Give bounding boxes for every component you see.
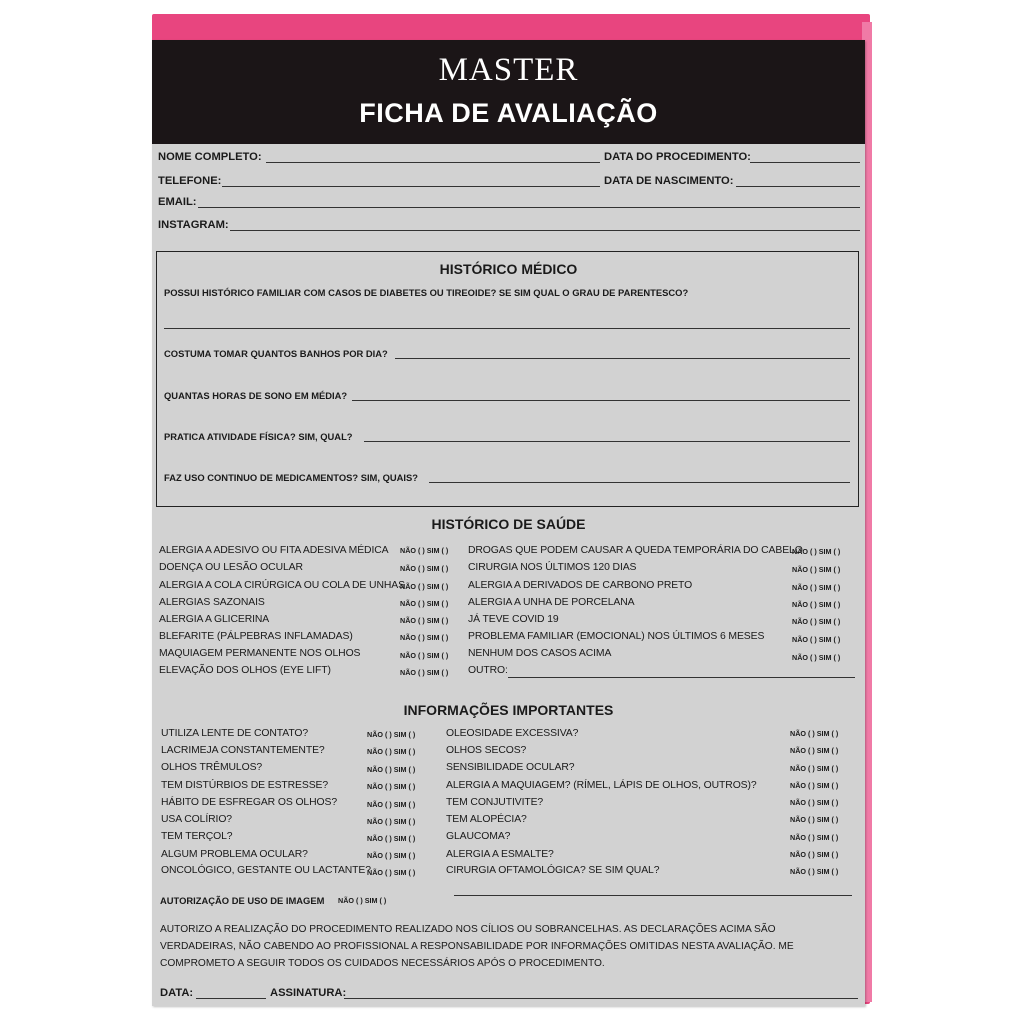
saude-options[interactable]: NÃO ( ) SIM ( )	[792, 635, 841, 644]
email-field[interactable]	[198, 207, 860, 208]
saude-item: BLEFARITE (PÁLPEBRAS INFLAMADAS)	[159, 631, 353, 642]
saude-options[interactable]: NÃO ( ) SIM ( )	[400, 651, 449, 660]
info-options[interactable]: NÃO ( ) SIM ( )	[367, 747, 416, 756]
saude-options[interactable]: NÃO ( ) SIM ( )	[400, 582, 449, 591]
saude-options[interactable]: NÃO ( ) SIM ( )	[792, 653, 841, 662]
historico-medico-title: HISTÓRICO MÉDICO	[439, 261, 578, 277]
info-item: TEM CONJUTIVITE?	[446, 797, 544, 808]
form-header	[152, 40, 865, 144]
instagram-field[interactable]	[230, 230, 860, 231]
email-label: EMAIL:	[158, 196, 197, 208]
saude-item: DROGAS QUE PODEM CAUSAR A QUEDA TEMPORÁRIA DO CABELO	[468, 545, 803, 556]
telefone-field[interactable]	[222, 186, 600, 187]
info-options[interactable]: NÃO ( ) SIM ( )	[790, 746, 839, 755]
nome-label: NOME COMPLETO:	[158, 151, 262, 163]
info-item: TEM ALOPÉCIA?	[446, 814, 527, 825]
question-sono: QUANTAS HORAS DE SONO EM MÉDIA?	[164, 390, 348, 401]
saude-item: NENHUM DOS CASOS ACIMA	[468, 648, 612, 659]
data-label: DATA:	[160, 987, 194, 999]
data-procedimento-field[interactable]	[750, 162, 860, 163]
form-sheet	[152, 40, 865, 1006]
cirurgia-field[interactable]	[454, 895, 852, 896]
saude-item: ALERGIA A GLICERINA	[159, 614, 270, 625]
saude-item: ALERGIA A COLA CIRÚRGICA OU COLA DE UNHAS	[159, 580, 405, 591]
info-item: GLAUCOMA?	[446, 831, 511, 842]
answer-medicamentos[interactable]	[429, 482, 850, 483]
form-title: FICHA DE AVALIAÇÃO	[359, 98, 658, 128]
info-options[interactable]: NÃO ( ) SIM ( )	[790, 850, 839, 859]
info-item: OLHOS SECOS?	[446, 745, 527, 756]
info-options[interactable]: NÃO ( ) SIM ( )	[790, 729, 839, 738]
info-options[interactable]: NÃO ( ) SIM ( )	[367, 817, 416, 826]
info-item: ALERGIA A MAQUIAGEM? (RÍMEL, LÁPIS DE OLHOS, OUTROS)?	[446, 780, 757, 791]
info-item: CIRURGIA OFTAMOLÓGICA? SE SIM QUAL?	[446, 865, 660, 876]
data-nascimento-field[interactable]	[736, 186, 860, 187]
answer-sono[interactable]	[352, 400, 850, 401]
nome-field[interactable]	[266, 162, 600, 163]
info-options[interactable]: NÃO ( ) SIM ( )	[367, 800, 416, 809]
saude-item: MAQUIAGEM PERMANENTE NOS OLHOS	[159, 648, 361, 659]
question-diabetes: POSSUI HISTÓRICO FAMILIAR COM CASOS DE DIABETES OU TIREOIDE? SE SIM QUAL O GRAU DE PARENTESCO?	[164, 287, 689, 298]
saude-item: PROBLEMA FAMILIAR (EMOCIONAL) NOS ÚLTIMOS 6 MESES	[468, 631, 765, 642]
saude-item: DOENÇA OU LESÃO OCULAR	[159, 562, 303, 573]
saude-options[interactable]: NÃO ( ) SIM ( )	[400, 633, 449, 642]
info-options[interactable]: NÃO ( ) SIM ( )	[367, 851, 416, 860]
informacoes-title: INFORMAÇÕES IMPORTANTES	[403, 702, 614, 718]
info-options[interactable]: NÃO ( ) SIM ( )	[367, 730, 416, 739]
assinatura-label: ASSINATURA:	[270, 987, 347, 999]
saude-item: CIRURGIA NOS ÚLTIMOS 120 DIAS	[468, 562, 637, 573]
question-atividade: PRATICA ATIVIDADE FÍSICA? SIM, QUAL?	[164, 431, 353, 442]
info-item: ONCOLÓGICO, GESTANTE OU LACTANTE?	[161, 865, 371, 876]
instagram-label: INSTAGRAM:	[158, 219, 229, 231]
saude-options[interactable]: NÃO ( ) SIM ( )	[792, 583, 841, 592]
autorizacao-label: AUTORIZAÇÃO DE USO DE IMAGEM	[160, 895, 325, 906]
info-options[interactable]: NÃO ( ) SIM ( )	[790, 798, 839, 807]
info-options[interactable]: NÃO ( ) SIM ( )	[367, 765, 416, 774]
info-item: OLEOSIDADE EXCESSIVA?	[446, 728, 579, 739]
info-item: TEM DISTÚRBIOS DE ESTRESSE?	[161, 780, 329, 791]
info-item: OLHOS TRÊMULOS?	[161, 762, 263, 773]
info-item: LACRIMEJA CONSTANTEMENTE?	[161, 745, 325, 756]
info-options[interactable]: NÃO ( ) SIM ( )	[790, 867, 839, 876]
saude-options[interactable]: NÃO ( ) SIM ( )	[400, 546, 449, 555]
saude-options[interactable]: NÃO ( ) SIM ( )	[400, 564, 449, 573]
data-field[interactable]	[196, 998, 266, 999]
saude-options[interactable]: NÃO ( ) SIM ( )	[400, 668, 449, 677]
saude-options[interactable]: NÃO ( ) SIM ( )	[792, 617, 841, 626]
saude-options[interactable]: NÃO ( ) SIM ( )	[792, 547, 841, 556]
saude-item: ALERGIAS SAZONAIS	[159, 597, 265, 608]
saude-item: ELEVAÇÃO DOS OLHOS (EYE LIFT)	[159, 665, 331, 676]
data-procedimento-label: DATA DO PROCEDIMENTO:	[604, 151, 751, 163]
info-options[interactable]: NÃO ( ) SIM ( )	[790, 815, 839, 824]
outro-field[interactable]	[508, 677, 855, 678]
question-banhos: COSTUMA TOMAR QUANTOS BANHOS POR DIA?	[164, 348, 388, 359]
saude-item: ALERGIA A DERIVADOS DE CARBONO PRETO	[468, 580, 693, 591]
info-item: ALERGIA A ESMALTE?	[446, 849, 554, 860]
saude-options[interactable]: NÃO ( ) SIM ( )	[400, 599, 449, 608]
historico-saude-title: HISTÓRICO DE SAÚDE	[431, 516, 586, 532]
answer-banhos[interactable]	[395, 358, 850, 359]
info-item: SENSIBILIDADE OCULAR?	[446, 762, 575, 773]
assinatura-field[interactable]	[344, 998, 858, 999]
declaracao-text: AUTORIZO A REALIZAÇÃO DO PROCEDIMENTO REALIZADO NOS CÍLIOS OU SOBRANCELHAS. AS DECLARAÇÕES ACIMA SÃO VERDADEIRAS, NÃO CABENDO AO PROFISSIONAL A RESPONSABILIDADE POR INFORMAÇÕES OMITIDAS NESTA AVALIAÇÃO. ME COMPROMETO A SEGUIR TODOS OS CUIDADOS NECESSÁRIOS APÓS O PROCEDIMENTO.	[160, 924, 794, 969]
data-nascimento-label: DATA DE NASCIMENTO:	[604, 175, 734, 187]
answer-atividade[interactable]	[364, 441, 850, 442]
brand-logo: MASTER	[438, 52, 579, 88]
saude-options[interactable]: NÃO ( ) SIM ( )	[792, 565, 841, 574]
info-options[interactable]: NÃO ( ) SIM ( )	[367, 868, 416, 877]
autorizacao-options[interactable]: NÃO ( ) SIM ( )	[338, 896, 387, 905]
info-options[interactable]: NÃO ( ) SIM ( )	[790, 781, 839, 790]
info-item: TEM TERÇOL?	[161, 831, 233, 842]
saude-item: JÁ TEVE COVID 19	[468, 614, 559, 625]
saude-item: ALERGIA A UNHA DE PORCELANA	[468, 597, 635, 608]
saude-options[interactable]: NÃO ( ) SIM ( )	[792, 600, 841, 609]
info-item: ALGUM PROBLEMA OCULAR?	[161, 849, 308, 860]
info-item: UTILIZA LENTE DE CONTATO?	[161, 728, 309, 739]
saude-item: ALERGIA A ADESIVO OU FITA ADESIVA MÉDICA	[159, 545, 389, 556]
answer-diabetes[interactable]	[164, 328, 850, 329]
info-item: USA COLÍRIO?	[161, 814, 232, 825]
saude-item: OUTRO:	[468, 665, 508, 676]
info-item: HÁBITO DE ESFREGAR OS OLHOS?	[161, 797, 338, 808]
saude-options[interactable]: NÃO ( ) SIM ( )	[400, 616, 449, 625]
telefone-label: TELEFONE:	[158, 175, 222, 187]
info-options[interactable]: NÃO ( ) SIM ( )	[790, 764, 839, 773]
question-medicamentos: FAZ USO CONTINUO DE MEDICAMENTOS? SIM, QUAIS?	[164, 472, 418, 483]
info-options[interactable]: NÃO ( ) SIM ( )	[790, 833, 839, 842]
info-options[interactable]: NÃO ( ) SIM ( )	[367, 834, 416, 843]
info-options[interactable]: NÃO ( ) SIM ( )	[367, 782, 416, 791]
